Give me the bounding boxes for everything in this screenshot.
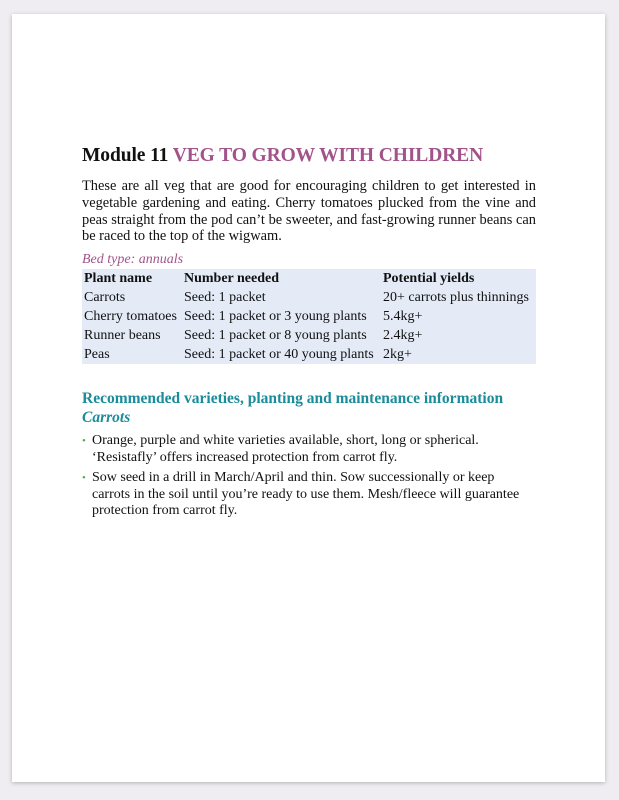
table-header-row (82, 269, 536, 288)
table-row (82, 307, 536, 326)
list-item-text: Sow seed in a drill in March/April and thin. Sow successionally or keep carrots in the soil until you’re ready to use them. Mesh/fleece will guarantee protection from carrot fly. (92, 470, 520, 519)
page-content (82, 144, 536, 524)
bullet-list (82, 433, 536, 520)
cell-potential-yield: 20+ carrots plus thinnings (383, 290, 529, 306)
table-row (82, 288, 536, 307)
list-item-text: Orange, purple and white varieties available, short, long or spherical. ‘Resistafly’ offers increased protection from carrot fly. (92, 433, 479, 465)
cell-potential-yield: 2kg+ (383, 347, 412, 363)
cell-plant-name: Cherry tomatoes (84, 309, 177, 325)
table-row (82, 345, 536, 364)
section-title: Recommended varieties, planting and maintenance information (82, 390, 504, 408)
header-plant-name: Plant name (84, 271, 153, 287)
plant-table (82, 269, 536, 364)
cell-number-needed: Seed: 1 packet or 3 young plants (184, 309, 367, 325)
document-page (12, 14, 605, 782)
subsection-title: Carrots (82, 409, 131, 427)
bed-type-label: Bed type: annuals (82, 252, 184, 268)
intro-paragraph: These are all veg that are good for encouraging children to get interested in vegetable gardening and eating. Cherry tomatoes plucked from the vine and peas straight from the pod can’t be sweeter, and fast-growing runner beans can be raced to the top of the wigwam. (82, 178, 536, 245)
cell-number-needed: Seed: 1 packet or 40 young plants (184, 347, 374, 363)
list-item (82, 470, 522, 520)
bullet-icon: • (82, 472, 86, 485)
header-number-needed: Number needed (184, 271, 280, 287)
list-item (82, 433, 522, 466)
module-topic: VEG TO GROW WITH CHILDREN (172, 145, 484, 166)
cell-plant-name: Carrots (84, 290, 126, 306)
cell-plant-name: Peas (84, 347, 110, 363)
cell-potential-yield: 5.4kg+ (383, 309, 423, 325)
cell-potential-yield: 2.4kg+ (383, 328, 423, 344)
table-row (82, 326, 536, 345)
module-label: Module 11 (82, 145, 169, 166)
cell-number-needed: Seed: 1 packet (184, 290, 266, 306)
cell-number-needed: Seed: 1 packet or 8 young plants (184, 328, 367, 344)
module-title (82, 144, 536, 168)
bullet-icon: • (82, 435, 86, 448)
cell-plant-name: Runner beans (84, 328, 161, 344)
header-potential-yields: Potential yields (383, 271, 475, 287)
